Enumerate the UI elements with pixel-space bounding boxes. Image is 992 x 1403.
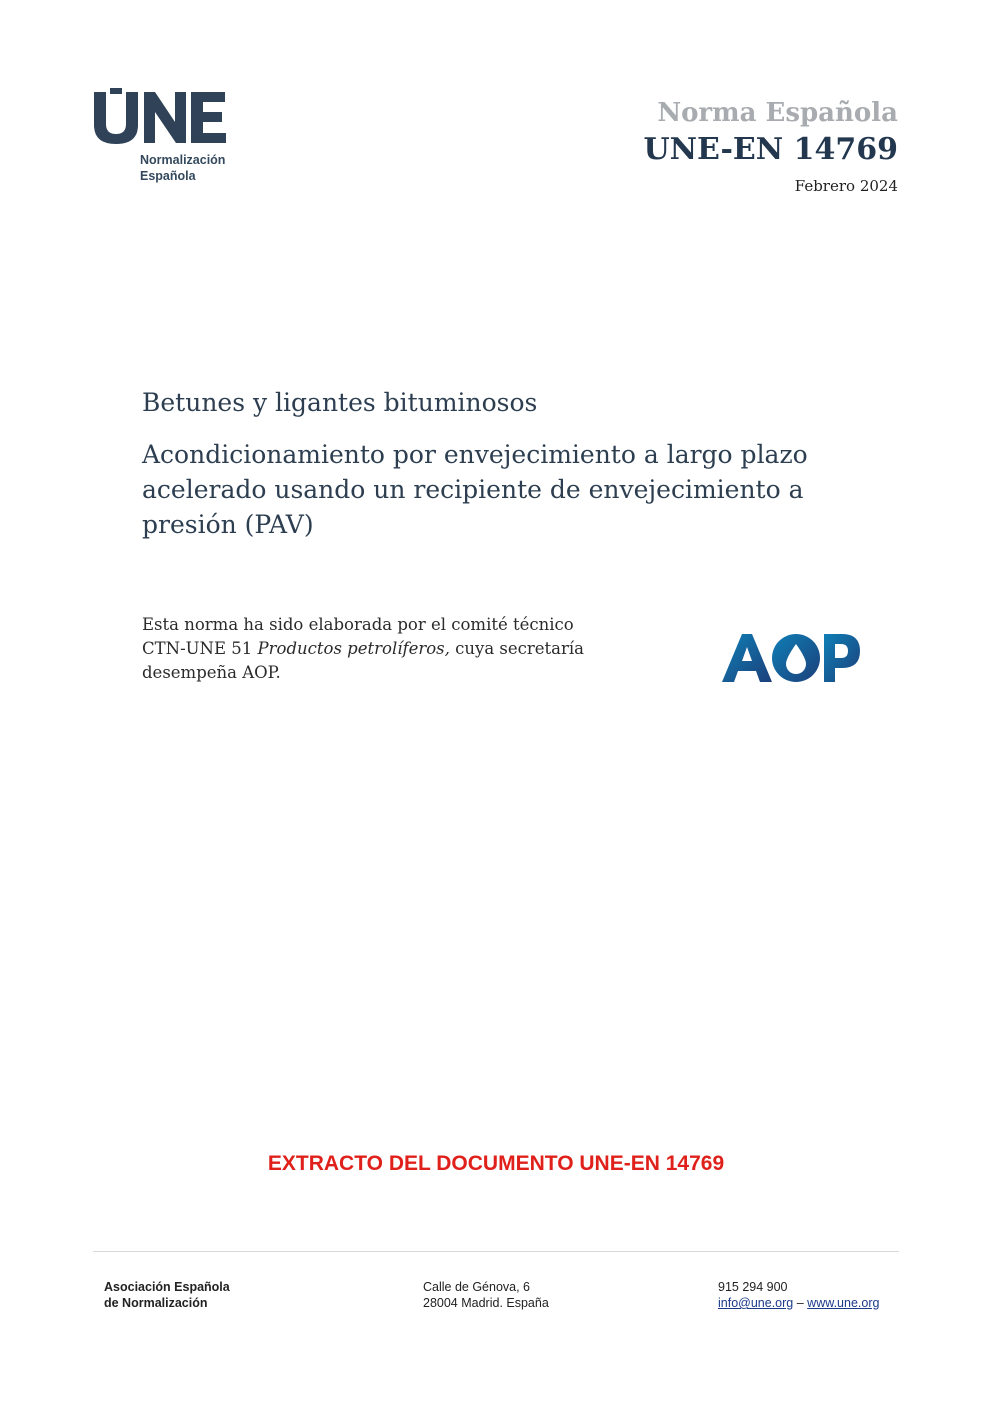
footer-org-line1: Asociación Española xyxy=(104,1280,230,1294)
footer-separator: – xyxy=(796,1296,804,1310)
committee-code: CTN-UNE 51 xyxy=(142,639,253,658)
footer-organization xyxy=(104,1279,230,1311)
document-title: Betunes y ligantes bituminosos xyxy=(142,388,538,417)
committee-rest: cuya secretaría xyxy=(455,639,585,658)
une-logo xyxy=(92,88,252,198)
norma-date: Febrero 2024 xyxy=(794,177,898,195)
committee-statement xyxy=(142,613,612,685)
footer-divider xyxy=(93,1251,899,1252)
footer-org-line2: de Normalización xyxy=(104,1296,208,1310)
une-subtitle-line1: Normalización xyxy=(140,153,226,167)
footer-contact xyxy=(718,1279,879,1311)
norma-code: UNE-EN 14769 xyxy=(643,132,898,167)
footer-address-line2: 28004 Madrid. España xyxy=(423,1296,549,1310)
extract-notice: EXTRACTO DEL DOCUMENTO UNE-EN 14769 xyxy=(267,1152,725,1175)
norma-label: Norma Española xyxy=(657,98,898,128)
une-subtitle-line2: Española xyxy=(140,169,196,183)
footer-phone: 915 294 900 xyxy=(718,1280,788,1294)
footer-website-link[interactable]: www.une.org xyxy=(807,1296,880,1310)
committee-name: Productos petrolíferos, xyxy=(257,639,450,658)
footer-address xyxy=(423,1279,549,1311)
aop-logo-icon xyxy=(720,630,865,686)
footer-email-link[interactable]: info@une.org xyxy=(718,1296,794,1310)
une-wordmark xyxy=(92,88,232,146)
aop-logo xyxy=(720,630,865,686)
committee-line3: desempeña AOP. xyxy=(142,663,281,682)
document-subtitle: Acondicionamiento por envejecimiento a largo plazo acelerado usando un recipiente de envejecimiento a presión (PAV) xyxy=(142,440,808,539)
committee-line1: Esta norma ha sido elaborada por el comité técnico xyxy=(142,615,574,634)
footer-address-line1: Calle de Génova, 6 xyxy=(423,1280,531,1294)
